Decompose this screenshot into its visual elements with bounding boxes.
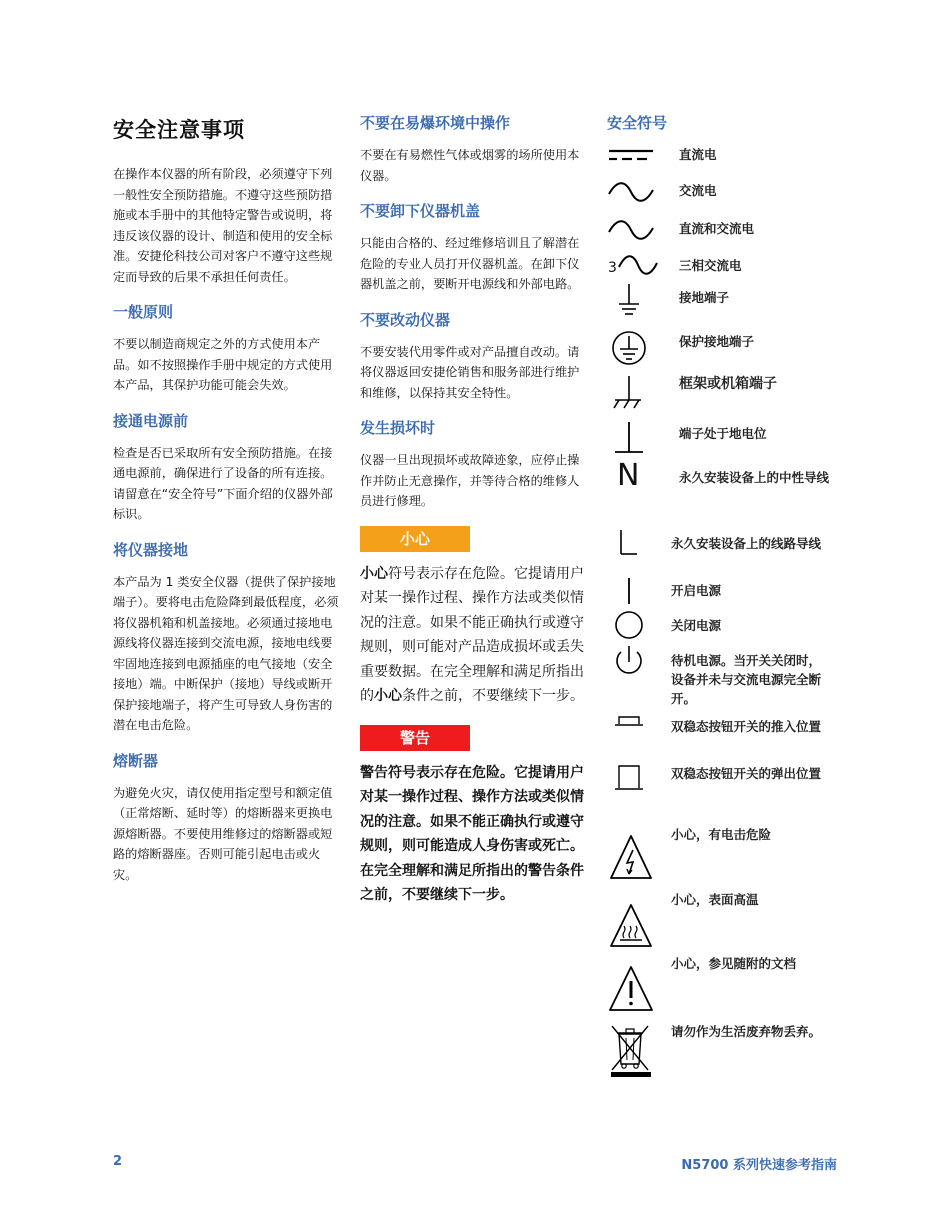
earth-ground-icon (607, 282, 655, 322)
grounding-text: 本产品为 1 类安全仪器（提供了保护接地端子）。要将电击危险降到最低程度，必须将仪器机箱和机盖接地。必须通过接地电源线将仪器连接到交流电源，接地电线要牢固地连接到电源插座的电气接地（安全接地）端。中断保护（接地）导线或断开保护接地端子，将产生可导致人身伤害的潜在电击危险。 (113, 574, 339, 732)
caution-keyword-2: 小心 (374, 688, 402, 704)
symbol-label-three-phase: 三相交流电 (679, 258, 742, 273)
caution-body-a: 符号表示存在危险。它提请用户对某一操作过程、操作方法或类似情况的注意。如果不能正确执行或遵守规则，则可能对产品造成损坏或丢失重要数据。在完全理解和满足所指出的 (360, 565, 584, 704)
caution-badge: 小心 (360, 526, 470, 552)
ac-icon (607, 182, 655, 202)
neutral-N-icon: N (617, 458, 640, 493)
warning-badge: 警告 (360, 725, 470, 751)
symbol-label-document: 小心，参见随附的文档 (671, 956, 797, 971)
heading-explosive: 不要在易爆环境中操作 (360, 114, 511, 132)
heading-cover: 不要卸下仪器机盖 (360, 202, 481, 220)
column-symbols (607, 112, 847, 1092)
symbol-label-dc: 直流电 (679, 147, 717, 162)
symbol-label-shock: 小心，有电击危险 (671, 827, 772, 842)
column-middle (360, 112, 588, 924)
column-left (113, 112, 339, 899)
line-L-icon (607, 528, 655, 558)
symbol-label-chassis: 框架或机箱端子 (679, 376, 777, 392)
caution-keyword: 小心 (360, 565, 388, 582)
document-title: N5700 系列快速参考指南 (681, 1158, 837, 1173)
symbol-label-push-out: 双稳态按钮开关的弹出位置 (671, 766, 822, 781)
dc-icon (607, 147, 655, 163)
caution-document-icon (607, 964, 655, 1014)
symbol-label-protective-earth: 保护接地端子 (679, 334, 755, 349)
caution-text (360, 562, 588, 709)
hot-surface-warning-icon (607, 902, 655, 950)
ground-potential-icon (607, 418, 655, 456)
weee-bin-icon (607, 1020, 655, 1080)
symbol-label-earth: 接地端子 (679, 290, 730, 305)
modify-text: 不要安装代用零件或对产品擅自改动。请将仪器返回安捷伦销售和服务部进行维护和维修，以保持其安全特性。 (360, 344, 580, 400)
protective-earth-icon (607, 328, 655, 368)
fuses-text: 为避免火灾，请仅使用指定型号和额定值（正常熔断、延时等）的熔断器来更换电源熔断器。不要使用维修过的熔断器或短路的熔断器座。否则可能引起电击或火灾。 (113, 785, 333, 882)
symbol-label-standby: 待机电源。当开关关闭时，设备并未与交流电源完全断开。 (671, 653, 822, 706)
push-in-icon (607, 712, 655, 730)
heading-before-power: 接通电源前 (113, 411, 189, 430)
symbol-label-push-in: 双稳态按钮开关的推入位置 (671, 719, 822, 734)
symbol-label-ac: 交流电 (679, 183, 717, 198)
symbol-label-hot: 小心，表面高温 (671, 892, 759, 907)
ac-dc-icon (607, 220, 655, 240)
damage-text: 仪器一旦出现损坏或故障迹象，应停止操作并防止无意操作，并等待合格的维修人员进行修理。 (360, 453, 580, 508)
warning-text: 警告符号表示存在危险。它提请用户对某一操作过程、操作方法或类似情况的注意。如果不能正确执行或遵守规则，则可能造成人身伤害或死亡。在完全理解和满足所指出的警告条件之前，不要继续下一步。 (360, 764, 584, 903)
symbol-label-power-off: 关闭电源 (671, 618, 722, 633)
page-title: 安全注意事项 (113, 118, 245, 142)
three-phase-prefix: 3 (608, 260, 617, 276)
symbol-label-neutral: 永久安装设备上的中性导线 (679, 470, 830, 485)
intro-text: 在操作本仪器的所有阶段，必须遵守下列一般性安全预防措施。不遵守这些预防措施或本手册中的其他特定警告或说明，将违反该仪器的设计、制造和使用的安全标准。安捷伦科技公司对客户不遵守这些规定而导致的后果不承担任何责任。 (113, 167, 333, 284)
explosive-text: 不要在有易燃性气体或烟雾的场所使用本仪器。 (360, 148, 580, 183)
heading-modify: 不要改动仪器 (360, 310, 451, 329)
heading-grounding: 将仪器接地 (113, 540, 189, 559)
page-number: 2 (113, 1154, 123, 1169)
standby-icon (607, 644, 655, 678)
symbol-label-line: 永久安装设备上的线路导线 (671, 536, 822, 551)
symbol-label-ground-potential: 端子处于地电位 (679, 426, 767, 441)
caution-body-b: 条件之前，不要继续下一步。 (402, 688, 584, 704)
three-phase-icon (617, 255, 659, 275)
electric-shock-warning-icon (607, 832, 655, 882)
cover-text: 只能由合格的、经过维修培训且了解潜在危险的专业人员打开仪器机盖。在卸下仪器机盖之前，要断开电源线和外部电路。 (360, 236, 580, 291)
chassis-ground-icon (607, 374, 655, 412)
symbol-label-power-on: 开启电源 (671, 583, 722, 598)
heading-fuses: 熔断器 (113, 751, 159, 770)
power-off-icon (607, 610, 655, 640)
heading-general: 一般原则 (113, 303, 174, 321)
symbol-label-weee: 请勿作为生活废弃物丢弃。 (671, 1024, 822, 1039)
general-text: 不要以制造商规定之外的方式使用本产品。如不按照操作手册中规定的方式使用本产品，其保护功能可能会失效。 (113, 337, 333, 392)
symbol-label-ac-dc: 直流和交流电 (679, 221, 755, 236)
power-on-icon (607, 576, 655, 606)
heading-symbols: 安全符号 (607, 114, 668, 132)
heading-damage: 发生损坏时 (360, 419, 436, 437)
before-power-text: 检查是否已采取所有安全预防措施。在接通电源前，确保进行了设备的所有连接。请留意在“安全符号”下面介绍的仪器外部标识。 (113, 445, 333, 521)
push-out-icon (607, 762, 655, 794)
